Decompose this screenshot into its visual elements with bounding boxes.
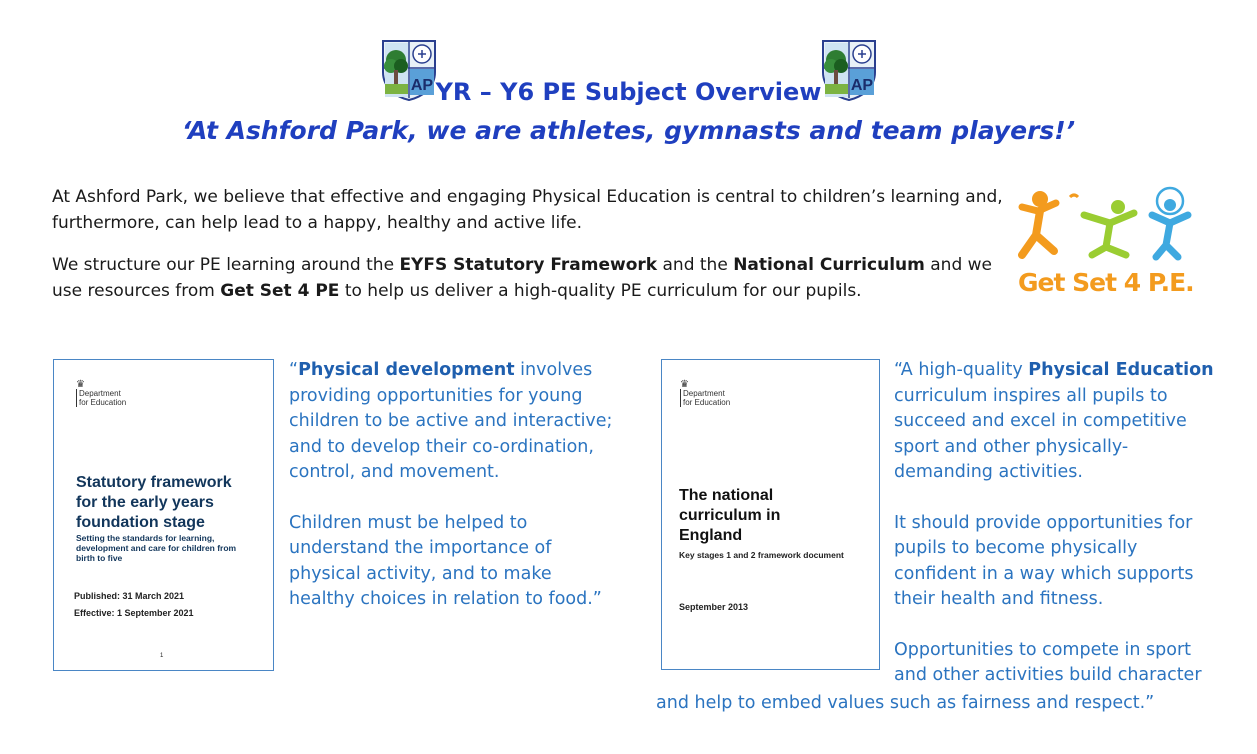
nc-quote (894, 358, 1214, 689)
nc-quote-p2: It should provide opportunities for pupils to become physically confident in a way which supports their health and fitness. (894, 512, 1194, 609)
crown-icon: ♛ (76, 379, 85, 390)
eyfs-quote-p2: Children must be helped to understand the importance of physical activity, and to make healthy choices in relation to food.” (289, 512, 602, 609)
document-subtitle: Setting the standards for learning, development and care for children from birth to five (76, 533, 237, 563)
dept-name-line1: Department (683, 389, 725, 398)
national-curriculum-cover (661, 359, 880, 670)
eyfs-quote (289, 358, 619, 613)
document-title: Statutory framework for the early years foundation stage (76, 474, 232, 531)
nc-quote-p1: “A high-quality Physical Education curriculum inspires all pupils to succeed and excel in competitive sport and other physically-demanding activities. (894, 360, 1214, 482)
effective-date: Effective: 1 September 2021 (74, 608, 194, 618)
page-number: 1 (160, 653, 164, 659)
dept-name-line2: for Education (683, 398, 731, 407)
eyfs-framework-cover (53, 359, 274, 671)
crown-icon: ♛ (680, 379, 689, 390)
eyfs-quote-p1: “Physical development involves providing opportunities for young children to be active and interactive; and to develop their co-ordination, control, and movement. (289, 360, 613, 482)
school-motto: ‘At Ashford Park, we are athletes, gymnasts and team players!’ (181, 116, 1076, 145)
dfe-crest-mark (680, 380, 730, 407)
page-title: YR – Y6 PE Subject Overview (435, 78, 822, 106)
document-date: September 2013 (679, 602, 749, 612)
get-set-4-pe-text: Get Set 4 P.E. (1018, 268, 1194, 297)
dept-name-line2: for Education (79, 398, 127, 407)
svg-text:AP: AP (410, 77, 434, 94)
document-subtitle: Key stages 1 and 2 framework document (679, 550, 844, 560)
svg-text:AP: AP (850, 77, 874, 94)
dept-name-line1: Department (79, 389, 121, 398)
intro-paragraph-2: We structure our PE learning around the EYFS Statutory Framework and the National Curriculum and we use resources from Get Set 4 PE to help us deliver a high-quality PE curriculum for our pupils. (52, 255, 992, 301)
nc-quote-last-line: and help to embed values such as fairness and respect.” (656, 693, 1155, 713)
nc-quote-p3: Opportunities to compete in sport and other activities build character (894, 639, 1202, 685)
get-set-4-pe-logo (1010, 185, 1205, 300)
published-date: Published: 31 March 2021 (74, 591, 185, 601)
athletes-figures-icon (1010, 185, 1205, 263)
dfe-crest-mark (76, 380, 126, 407)
document-title: The national curriculum in England (679, 487, 781, 544)
intro-paragraph-1: At Ashford Park, we believe that effective and engaging Physical Education is central to children’s learning and, furthermore, can help lead to a happy, healthy and active life. (52, 187, 1003, 233)
